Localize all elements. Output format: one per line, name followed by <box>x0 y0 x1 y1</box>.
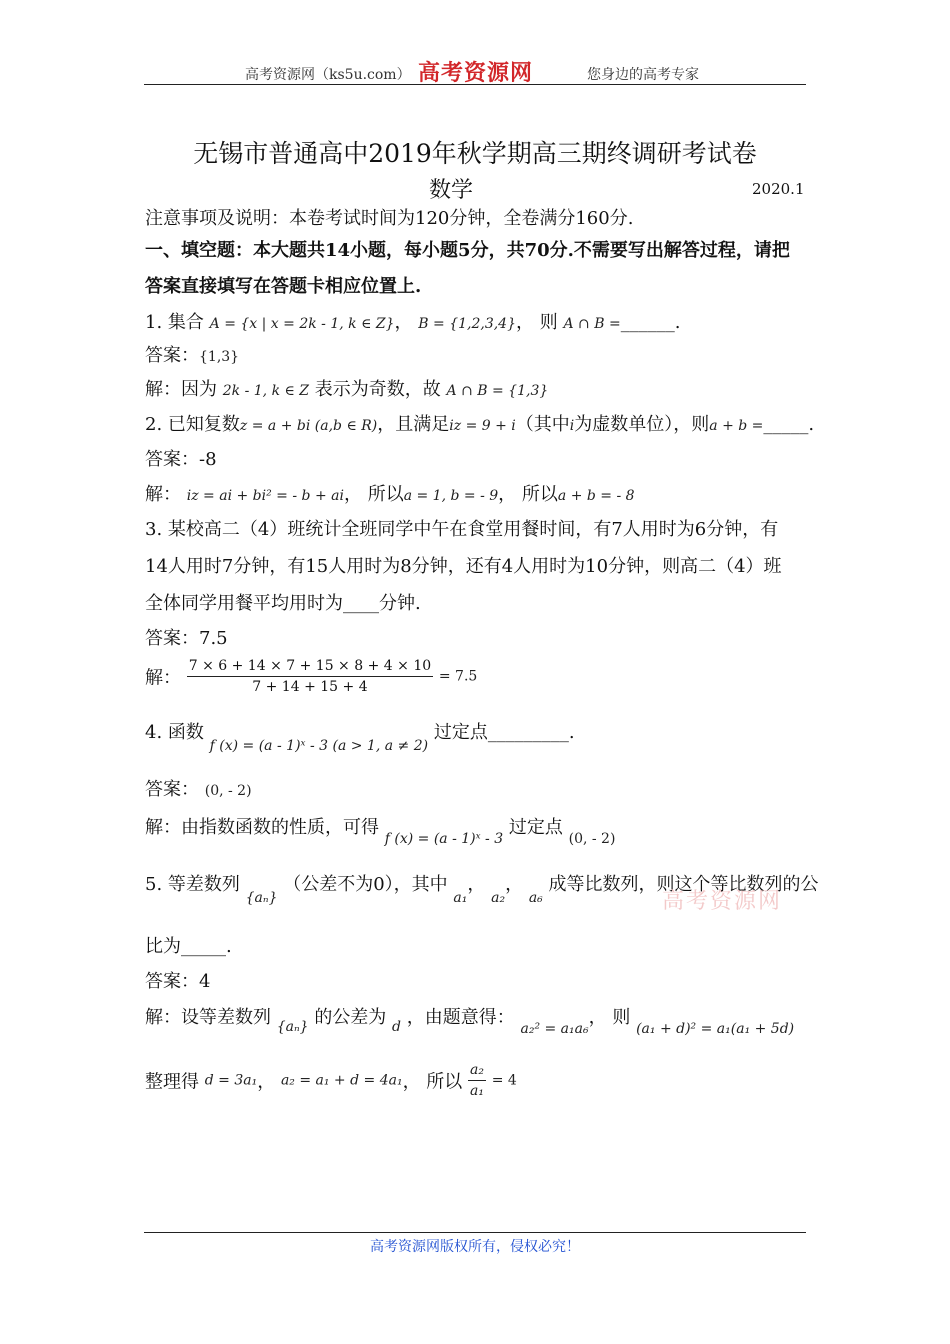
q3-denominator: 7 + 14 + 15 + 4 <box>252 679 368 695</box>
header-rule <box>144 84 806 85</box>
section-heading-line2: 答案直接填写在答题卡相应位置上. <box>145 276 422 297</box>
q2-blank: _____. <box>763 414 815 435</box>
q2-prefix: 2. 已知复数 <box>145 414 240 435</box>
q2-answer-label: 答案： <box>145 449 199 470</box>
question-1 <box>145 308 680 334</box>
q5-ratio-numerator: a₂ <box>468 1062 486 1081</box>
q4-solution-label: 解：由指数函数的性质，可得 <box>145 817 379 838</box>
q5-equation-2: (a₁ + d)² = a₁(a₁ + 5d) <box>636 1021 795 1037</box>
q2-paren: （其中 <box>515 414 570 435</box>
site-logo: 高考资源网 <box>418 60 534 86</box>
q4-solution-function: f (x) = (a - 1)ˣ - 3 <box>384 831 504 847</box>
q4-function: f (x) = (a - 1)ˣ - 3 (a > 1, a ≠ 2) <box>209 738 429 754</box>
q3-line2: 14人用时7分钟，有15人用时为8分钟，还有4人用时为10分钟，则高二（4）班 <box>145 556 782 577</box>
q3-answer-label: 答案： <box>145 628 199 649</box>
q4-solution-point: (0, - 2) <box>568 831 616 847</box>
q5-final-label: 整理得 <box>145 1071 199 1093</box>
q5-answer-label: 答案： <box>145 971 199 992</box>
q1-expression: A ∩ B = <box>563 316 621 332</box>
q2-solution-mid: ， 所以 <box>343 484 404 505</box>
watermark: 高考资源网 <box>662 889 783 914</box>
q5-final-a2: a₂ = a₁ + d = 4a₁ <box>280 1072 403 1089</box>
q5-final-mid: ， 所以 <box>402 1071 463 1093</box>
footer-copyright: 高考资源网版权所有，侵权必究！ <box>370 1239 580 1255</box>
q1-set-a: A = {x | x = 2k - 1, k ∈ Z} <box>209 316 395 332</box>
q5-solution-mid: 的公差为 <box>314 1007 387 1028</box>
q1-answer-value: {1,3} <box>199 349 240 365</box>
q5-term-a6: a₆ <box>528 890 543 906</box>
q2-mid: ，且满足 <box>377 414 450 435</box>
q1-solution <box>145 375 548 401</box>
q2-solution-step1: iz = ai + bi² = - b + ai <box>186 488 344 504</box>
q4-suffix: 过定点 <box>433 722 488 743</box>
page-title: 无锡市普通高中2019年秋学期高三期终调研考试卷 <box>193 139 757 168</box>
q3-answer-value: 7.5 <box>199 628 228 649</box>
header-site-name: 高考资源网（ks5u.com） <box>245 67 411 83</box>
q1-solution-mid: 表示为奇数，故 <box>314 379 441 400</box>
q5-solution-mid2: ，由题意得： <box>406 1007 515 1028</box>
q2-solution-step2: a = 1, b = - 9 <box>403 488 499 504</box>
q3-answer <box>145 624 228 650</box>
q3-line1: 3. 某校高二（4）班统计全班同学中午在食堂用餐时间，有7人用时为6分钟，有 <box>145 519 779 540</box>
q5-answer <box>145 967 210 993</box>
q2-paren-close: 为虚数单位），则 <box>574 414 710 435</box>
q2-solution-step3: a + b = - 8 <box>557 488 635 504</box>
q5-line2: 比为_____. <box>145 936 232 957</box>
q2-solution-mid2: ， 所以 <box>498 484 558 505</box>
q4-prefix: 4. 函数 <box>145 722 204 743</box>
q1-then: ， 则 <box>516 312 558 333</box>
q4-answer <box>145 775 252 801</box>
section-heading-line1: 一、填空题：本大题共14小题，每小题5分，共70分.不需要写出解答过程，请把 <box>145 240 790 261</box>
q1-set-b: B = {1,2,3,4} <box>418 316 516 332</box>
q5-solution-sequence: {aₙ} <box>276 1019 309 1035</box>
q1-comma: ， <box>394 312 413 333</box>
q2-condition: iz = 9 + i <box>449 418 516 434</box>
q5-ratio-result: = 4 <box>491 1072 517 1089</box>
q2-solution <box>145 480 635 506</box>
q5-then: ， 则 <box>588 1007 631 1028</box>
q5-sequence: {aₙ} <box>245 890 278 906</box>
exam-notice: 注意事项及说明：本卷考试时间为120分钟，全卷满分160分. <box>145 208 634 229</box>
q5-ratio <box>468 1062 486 1099</box>
q4-answer-value: (0, - 2) <box>204 783 252 799</box>
q2-answer <box>145 445 217 471</box>
header-slogan: 您身边的高考专家 <box>587 67 699 83</box>
q3-numerator: 7 × 6 + 14 × 7 + 15 × 8 + 4 × 10 <box>187 658 433 677</box>
q1-blank: ______. <box>620 312 681 333</box>
q5-solution-label: 解：设等差数列 <box>145 1007 271 1028</box>
question-2 <box>145 410 814 436</box>
q1-solution-expr: 2k - 1, k ∈ Z <box>222 383 310 399</box>
q5-mid: （公差不为0），其中 <box>283 874 448 895</box>
footer-rule <box>144 1232 806 1233</box>
q3-solution <box>145 658 477 695</box>
q3-line3: 全体同学用餐平均用时为____分钟. <box>145 593 421 614</box>
q2-solution-label: 解： <box>145 484 181 505</box>
exam-date: 2020.1 <box>752 180 805 198</box>
q1-answer <box>145 341 239 367</box>
q5-solution-d: d <box>392 1019 402 1035</box>
q5-solution <box>145 1003 795 1037</box>
q5-final-comma: ， <box>257 1071 276 1093</box>
subject-title: 数学 <box>429 178 474 203</box>
q4-answer-label: 答案： <box>145 779 199 800</box>
q5-prefix: 5. 等差数列 <box>145 874 240 895</box>
q1-answer-label: 答案： <box>145 345 199 366</box>
q5-suffix: 成等比数列，则这个等比数列的公 <box>548 874 819 895</box>
q3-result: = 7.5 <box>438 668 478 685</box>
q2-expression: a + b = <box>709 418 764 434</box>
q2-complex-number: z = a + bi (a,b ∈ R) <box>239 418 378 434</box>
q5-term-a2: a₂ <box>491 890 506 906</box>
q5-final <box>145 1062 517 1099</box>
q5-final-d: d = 3a₁ <box>204 1072 258 1089</box>
q3-solution-label: 解： <box>145 667 181 689</box>
q4-solution-mid: 过定点 <box>508 817 563 838</box>
q2-imaginary-unit: i <box>569 418 575 434</box>
q1-solution-label: 解：因为 <box>145 379 217 400</box>
question-5: 5. 等差数列 $_{\{a_n\}}$ （公差不为0），其中 $_{a_1}$， $_{a_2}$， $_{a_6}$ 成等比数列，则这个等比数列的公 <box>145 874 819 906</box>
q3-fraction <box>187 658 433 695</box>
q2-answer-value: -8 <box>199 449 217 470</box>
q5-term-a1: a₁ <box>453 890 468 906</box>
q4-solution <box>145 813 616 847</box>
q5-answer-value: 4 <box>199 971 211 992</box>
q5-ratio-denominator: a₁ <box>470 1083 485 1099</box>
q1-solution-result: A ∩ B = {1,3} <box>446 383 549 399</box>
q5-equation-1: a₂² = a₁a₆ <box>520 1021 589 1037</box>
q1-prefix: 1. 集合 <box>145 312 204 333</box>
q4-blank: _________. <box>487 722 575 743</box>
